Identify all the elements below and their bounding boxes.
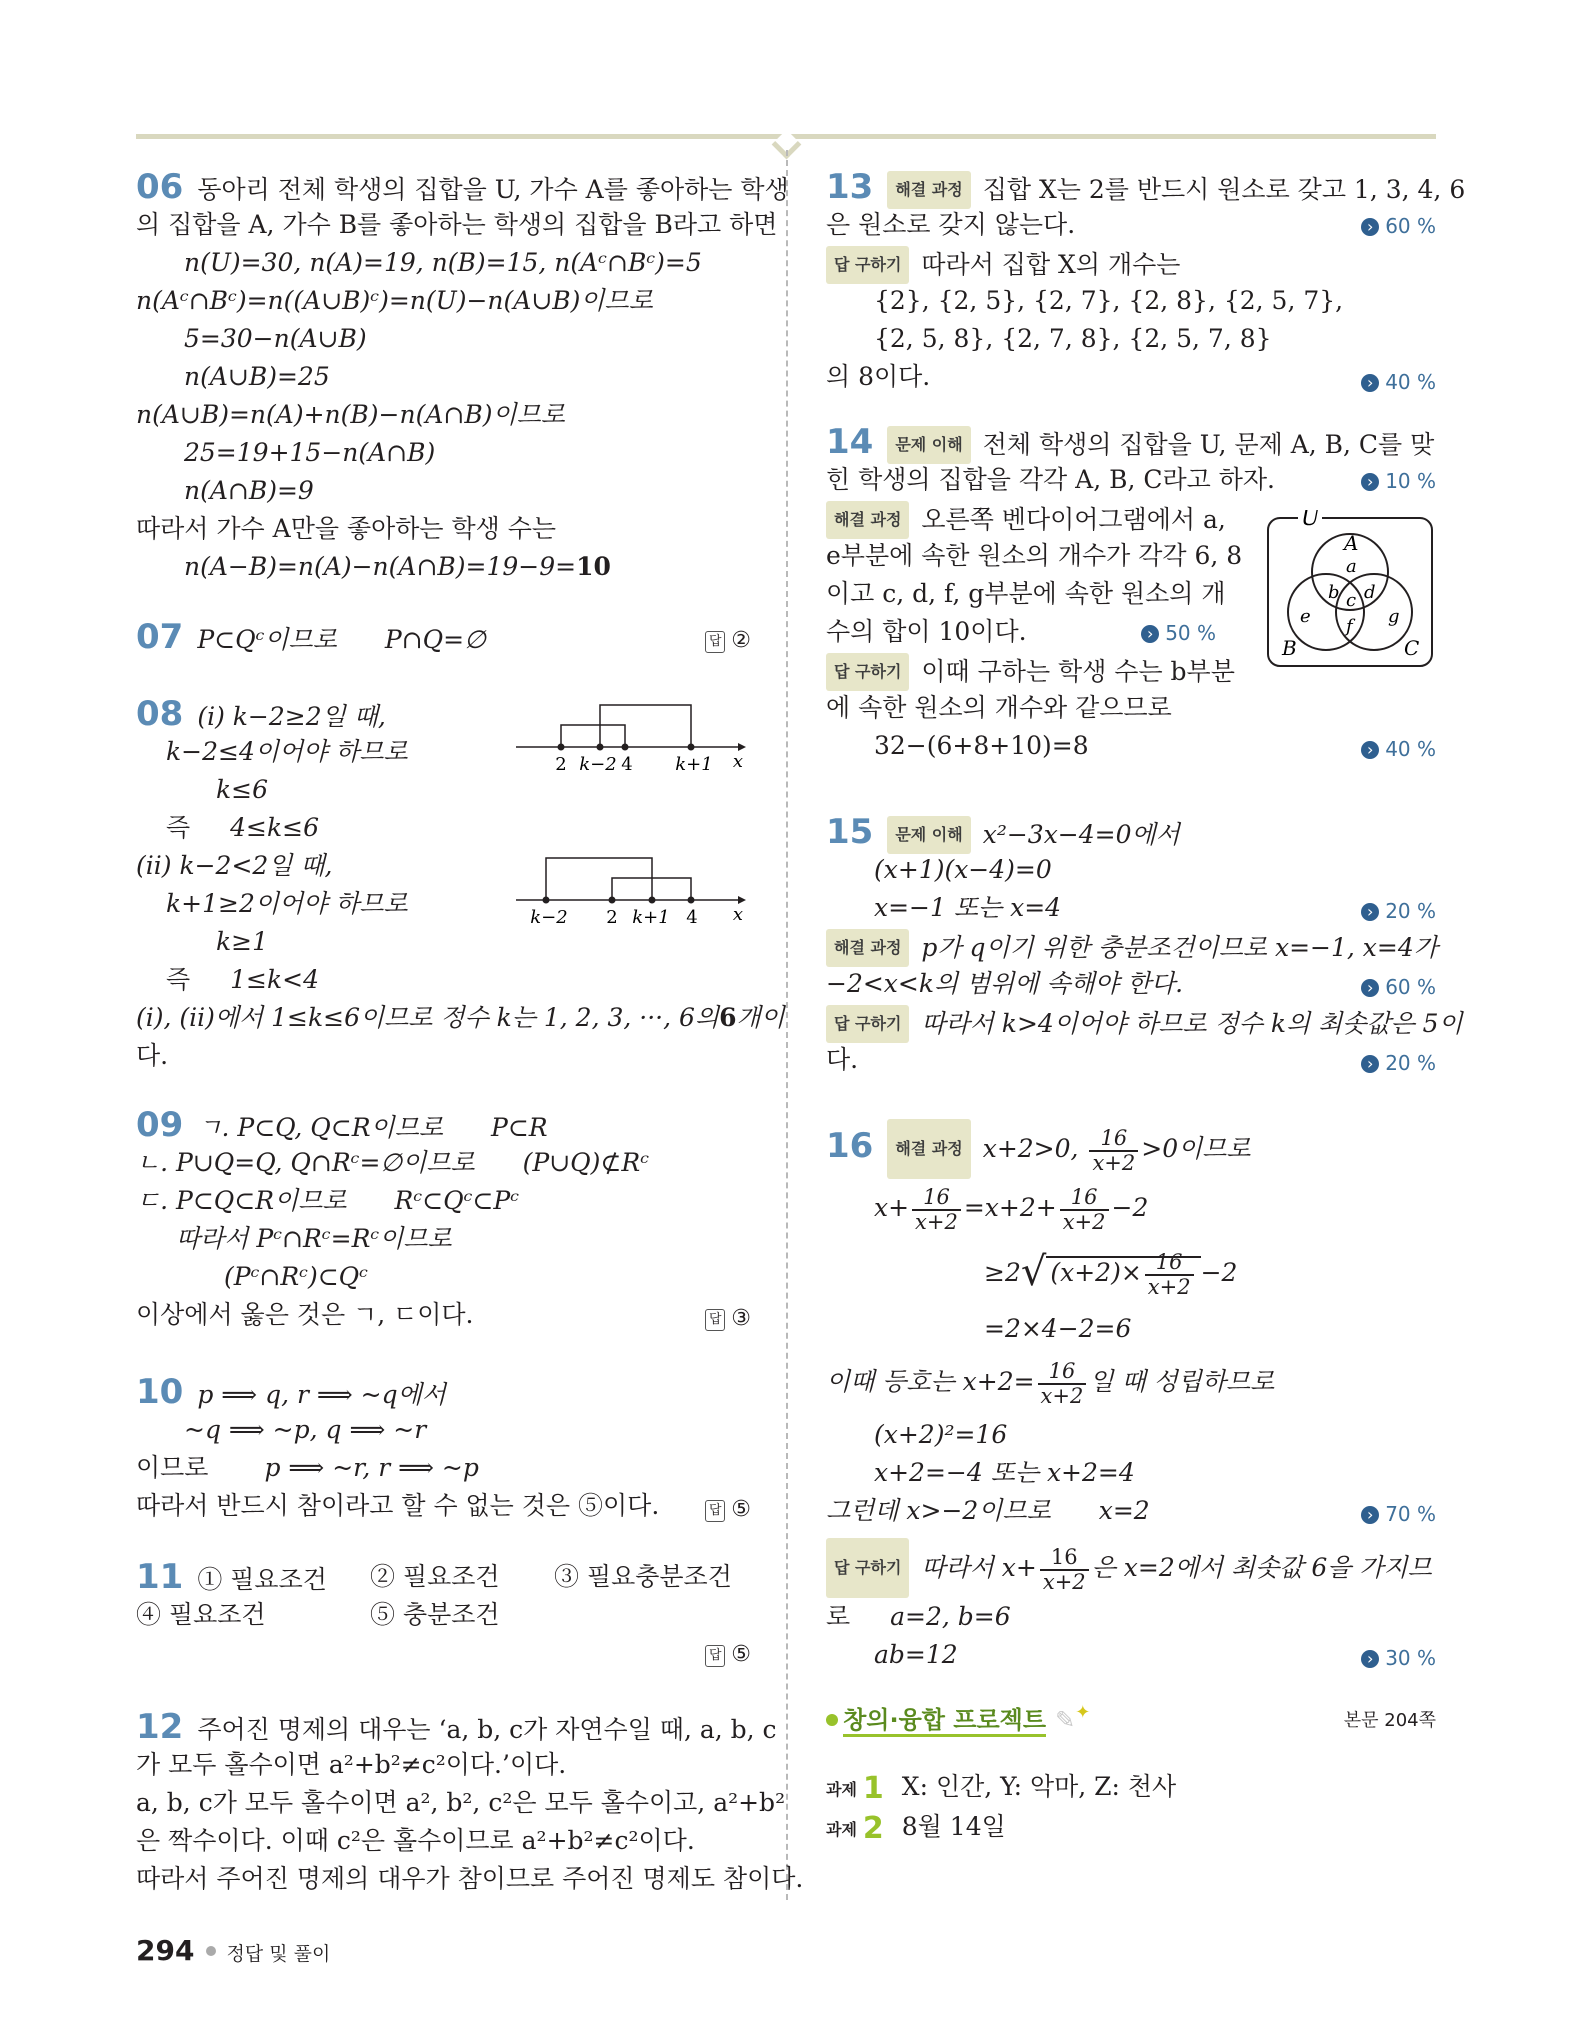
range-bracket	[561, 725, 625, 747]
tick-label: 2	[555, 754, 567, 775]
problem-number: 08	[136, 694, 184, 734]
fraction: $\frac{16}{x+2}$	[1060, 1186, 1109, 1234]
task-2: 과제 2 8월 14일	[826, 1811, 1006, 1846]
venn-label: c	[1346, 590, 1357, 611]
tick-label: k−2	[579, 754, 617, 775]
tag: 문제 이해	[887, 426, 970, 464]
point	[543, 897, 550, 904]
venn-label: b	[1328, 582, 1340, 603]
point	[609, 897, 616, 904]
tick-label: x	[732, 904, 744, 925]
venn-label: f	[1346, 616, 1353, 637]
venn-diagram	[1266, 510, 1436, 670]
tag: 해결 과정	[826, 501, 909, 539]
venn-label: a	[1346, 556, 1357, 577]
problem-number: 13	[826, 167, 874, 207]
creative-project	[826, 1700, 1436, 1735]
footer-label: 정답 및 풀이	[226, 1943, 331, 1965]
tick-label: x	[732, 751, 744, 772]
percent-badge: › 30 %	[1361, 1646, 1436, 1670]
problem-number: 14	[826, 422, 874, 462]
tag: 문제 이해	[887, 816, 970, 854]
problem-number: 09	[136, 1105, 184, 1145]
fraction: $\frac{16}{x+2}$	[1040, 1546, 1089, 1594]
percent-badge: › 20 %	[1361, 899, 1436, 923]
tick-label: 4	[686, 907, 698, 928]
bullet-dot	[826, 1714, 838, 1726]
range-bracket	[546, 858, 652, 900]
task-1: 과제 1 X: 인간, Y: 악마, Z: 천사	[826, 1771, 1177, 1806]
venn-label: C	[1404, 636, 1420, 660]
footer-dot	[206, 1946, 216, 1956]
answer: 답 ②	[705, 628, 751, 653]
arrow	[738, 743, 746, 751]
venn-label: B	[1282, 636, 1297, 660]
answer: 답 ③	[705, 1306, 751, 1331]
point	[597, 744, 604, 751]
fraction: $\frac{16}{x+2}$	[912, 1186, 961, 1234]
radicand: (x+2)× $\frac{16}{x+2}$	[1046, 1256, 1200, 1287]
tag: 답 구하기	[826, 1005, 909, 1043]
page-reference: 본문 204쪽	[1343, 1710, 1436, 1731]
tick-label: k−2	[530, 907, 568, 928]
venn-label: g	[1388, 606, 1400, 627]
fraction: $\frac{16}{x+2}$	[1145, 1251, 1194, 1299]
page-footer	[136, 1934, 330, 1967]
problem-number: 06	[136, 167, 184, 207]
percent-badge: › 60 %	[1361, 214, 1436, 238]
range-bracket	[600, 705, 691, 747]
percent-badge: › 20 %	[1361, 1051, 1436, 1075]
problem-number: 07	[136, 617, 184, 657]
venn-label: e	[1300, 606, 1311, 627]
tick-label: k+1	[675, 754, 713, 775]
point	[688, 897, 695, 904]
tag: 답 구하기	[826, 246, 909, 284]
pencil-icon: ✎	[1055, 1706, 1076, 1734]
project-title: 창의·융합 프로젝트	[843, 1706, 1046, 1737]
tag: 해결 과정	[826, 929, 909, 967]
point	[649, 897, 656, 904]
percent-badge: › 60 %	[1361, 975, 1436, 999]
percent-badge: › 50 %	[1141, 621, 1216, 645]
page-number: 294	[136, 1934, 195, 1967]
answer: 답 ⑤	[705, 1642, 751, 1667]
number-line-2	[516, 848, 746, 928]
percent-badge: › 10 %	[1361, 469, 1436, 493]
percent-badge: › 40 %	[1361, 737, 1436, 761]
problem-number: 10	[136, 1372, 184, 1412]
venn-label: d	[1364, 582, 1376, 603]
percent-badge: › 40 %	[1361, 370, 1436, 394]
tag: 답 구하기	[826, 1538, 909, 1598]
sqrt-sign: √	[1020, 1249, 1047, 1295]
point	[558, 744, 565, 751]
problem-number: 11	[136, 1557, 184, 1597]
tick-label: 2	[606, 907, 618, 928]
column-divider	[786, 150, 788, 1900]
sparkle-icon: ✦	[1075, 1702, 1091, 1723]
venn-label: A	[1344, 531, 1359, 555]
venn-label: U	[1301, 510, 1320, 531]
number-line-1	[516, 695, 746, 775]
tag: 해결 과정	[887, 171, 970, 209]
point	[622, 744, 629, 751]
problem-number: 12	[136, 1707, 184, 1747]
tick-label: 4	[621, 754, 633, 775]
point	[688, 744, 695, 751]
fraction: $\frac{16}{x+2}$	[1089, 1127, 1138, 1175]
tag: 답 구하기	[826, 653, 909, 691]
percent-badge: › 70 %	[1361, 1502, 1436, 1526]
tick-label: k+1	[632, 907, 670, 928]
answer: 답 ⑤	[705, 1497, 751, 1522]
tag: 해결 과정	[887, 1119, 970, 1179]
arrow	[738, 896, 746, 904]
problem-number: 16	[826, 1126, 874, 1166]
fraction: $\frac{16}{x+2}$	[1038, 1360, 1087, 1408]
problem-number: 15	[826, 812, 874, 852]
